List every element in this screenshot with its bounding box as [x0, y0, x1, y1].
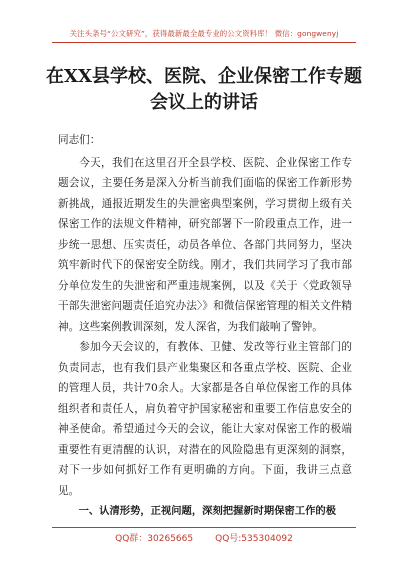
- title-line-1: 在XX县学校、医院、企业保密工作专题: [46, 66, 362, 87]
- footer-divider: [52, 527, 356, 528]
- header-divider: [52, 42, 356, 43]
- body-paragraph-1: 今天，我们在这里召开全县学校、医院、企业保密工作专题会议，主要任务是深入分析当前我们面临的保密工作新形势新挑战，通报近期发生的失泄密典型案例，学习贯彻上级有关保密工作的法规文件精神，研究部署下一阶段重点工作，进一步统一思想、压实责任，动员各单位、各部门共同努力，坚决筑牢新时代下的保密安全防线。刚才，我们共同学习了我市部分单位发生的失泄密和严重违规案例，以及《关于〈党政领导干部失泄密问题责任追究办法〉》和微信保密管理的相关文件精神。这些案例教训深刻，发人深省，为我们敲响了警钟。: [58, 156, 352, 333]
- document-body: [58, 130, 352, 522]
- body-paragraph-2: 参加今天会议的，有教体、卫健、发改等行业主管部门的负责同志，也有我们县产业集聚区和各重点学校、医院、企业的管理人员，共计70余人。大家都是各自单位保密工作的具体组织者和责任人，肩负着守护国家秘密和重要工作信息安全的神圣使命。希望通过今天的会议，能让大家对保密工作的极端重要性有更清醒的认识，对潜在的风险隐患有更深刻的洞察，对下一步如何抓好工作有更明确的方向。下面，我讲三点意见。: [58, 341, 352, 497]
- section-heading: 一、认清形势，正视问题，深刻把握新时期保密工作的极: [78, 505, 337, 517]
- title-line-2: 会议上的讲话: [150, 92, 258, 113]
- footer: [0, 531, 408, 544]
- document-title: [30, 64, 378, 116]
- salutation: 同志们：: [58, 134, 101, 146]
- footer-qq-number: QQ号:535304092: [215, 534, 293, 544]
- footer-qq-group: QQ群：30265665: [115, 534, 194, 544]
- header-banner: 关注头条号“公文研究”，获得最新最全最专业的公文资料库！ 微信：gongwenyj: [69, 29, 339, 38]
